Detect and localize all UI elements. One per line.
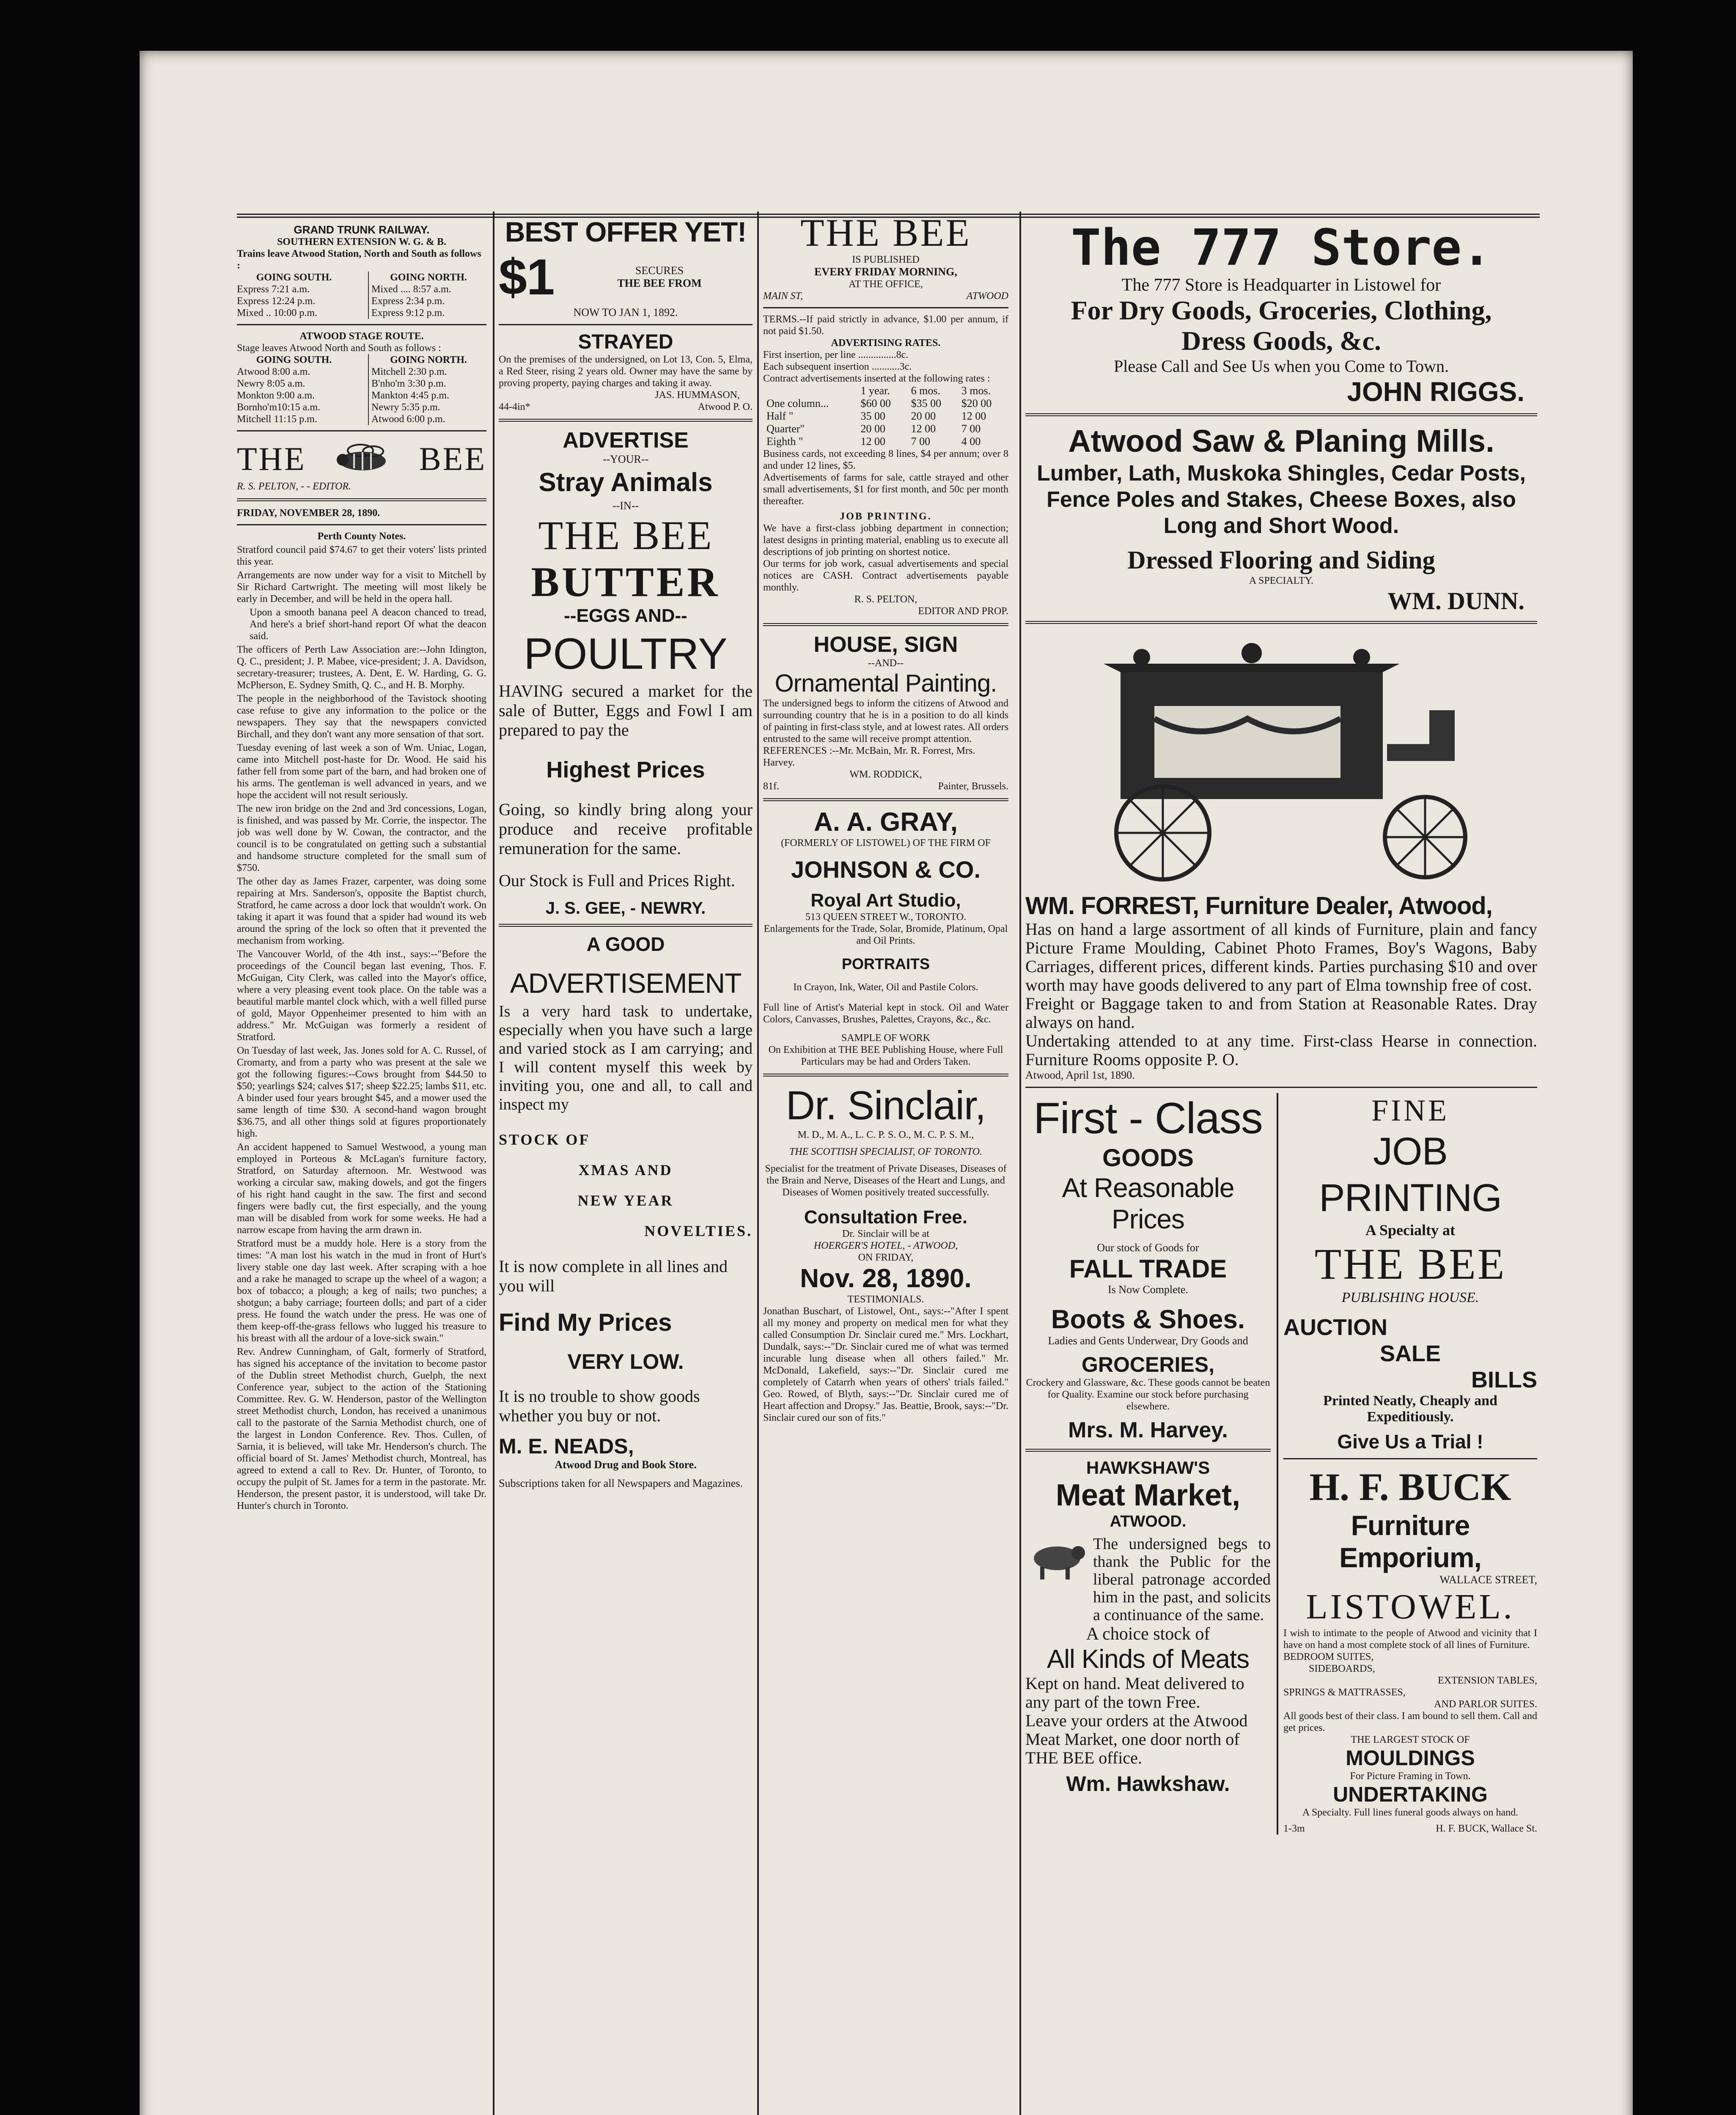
boots-shoes: Boots & Shoes.: [1051, 1305, 1245, 1334]
publishing-house: PUBLISHING HOUSE.: [1341, 1290, 1479, 1305]
note-11: Stratford must be a muddy hole. Here is a story from the times: "A man lost his watch in the mud in front of Hurt's livery stable one day last week. After scraping with a hoe and a rake he managed to scrape up the wheel of a wagon; a box of tobacco; a plough; a keg of nails; two punches; a shotgun; a baby carriage; fourteen dolls; and part of a cider press. He found the watch under the press. He was one of them keep-off-the-grass fellows who lugged his treasure to his breast with all the ardour of a love-sick swain.": [237, 1238, 486, 1344]
job-body-1: We have a first-class jobbing department in connection; latest designs in printing material, enabling us to execute all descriptions of job printing on shortest notice.: [763, 523, 1008, 558]
published: IS PUBLISHED: [852, 254, 920, 265]
note-1: Stratford council paid $74.67 to get their voters' lists printed this year.: [237, 544, 486, 567]
rate-cell: One column...: [766, 397, 829, 409]
railway-timetable: [237, 272, 486, 319]
house-and: --AND--: [868, 658, 904, 669]
note-8: The Vancouver World, of the 4th inst., says:--"Before the proceedings of the Council began last evening, Thos. F. McGuigan, City Clerk, was called into the Mayor's office, where a very pleasing event took place. On the table was a beautiful marble mantel clock which, with a well filled purse of gold, Mayor Oppenheimer presented to him with an address." Mr. McGuigan was formerly a resident of Stratford.: [237, 949, 486, 1043]
underwear: Ladies and Gents Underwear, Dry Goods and: [1048, 1335, 1248, 1347]
studio-address: 513 QUEEN STREET W., TORONTO.: [805, 912, 967, 923]
testimonials-heading: TESTIMONIALS.: [847, 1294, 924, 1305]
masthead-bee: BEE: [419, 440, 486, 477]
listowel-title: LISTOWEL.: [1306, 1587, 1515, 1626]
springs: SPRINGS & MATTRASSES,: [1283, 1687, 1406, 1698]
stage-north-3: Mankton 4:45 p.m.: [371, 390, 449, 401]
hawkshaw-atwood: ATWOOD.: [1110, 1513, 1187, 1530]
stage-north-label: GOING NORTH.: [390, 354, 467, 365]
house-sign-title: HOUSE, SIGN: [813, 632, 958, 657]
each-insertion: Each subsequent insertion ...........3c.: [763, 361, 912, 372]
emporium-title: Furniture Emporium,: [1339, 1510, 1481, 1573]
forrest-undertaking: Undertaking attended to at any time. First-class Hearse in connection. Furniture Rooms opposite P. O.: [1025, 1031, 1537, 1069]
ornamental-title: Ornamental Painting.: [775, 670, 997, 697]
buck-column: [1277, 1093, 1537, 1835]
stage-north-4: Newry 5:35 p.m.: [371, 402, 440, 413]
job-printing-title: JOB PRINTING.: [840, 511, 932, 522]
advertise-heading: ADVERTISE: [563, 428, 689, 453]
reasonable-prices: At Reasonable Prices: [1062, 1173, 1234, 1234]
trouble-body: It is no trouble to show goods whether you buy or not.: [499, 1387, 700, 1425]
rates-head-2: 6 mos.: [911, 385, 940, 397]
butter-body: HAVING secured a market for the sale of Butter, Eggs and Fowl I am prepared to pay the: [499, 681, 753, 739]
forrest-body: Has on hand a large assortment of all kinds of Furniture, plain and fancy Picture Frame Moulding, Cabinet Photo Frames, Boy's Wagons, Baby Carriages, different prices, different kinds. Parties purchasing $10 and over worth may have goods delivered to any part of Elma township free of cost.: [1025, 920, 1537, 994]
goods-best: All goods best of their class. I am bound to sell them. Call and get prices.: [1283, 1711, 1537, 1733]
rr-north-1: Mixed .... 8:57 a.m.: [371, 284, 451, 295]
table-row: [763, 410, 1008, 423]
advertise-your: --YOUR--: [602, 453, 649, 465]
railway-intro: Trains leave Atwood Station, North and South as follows :: [237, 248, 481, 271]
consultation-free: Consultation Free.: [804, 1207, 968, 1228]
rate-cell: 35 00: [860, 410, 885, 422]
business-cards: Business cards, not exceeding 8 lines, $4 per annum; over 8 and under 12 lines, $5.: [763, 448, 1008, 471]
forrest-title: WM. FORREST, Furniture Dealer, Atwood,: [1025, 892, 1492, 920]
roddick-sign: WM. RODDICK,: [849, 769, 922, 780]
note-6: The new iron bridge on the 2nd and 3rd concessions, Logan, is finished, and was passed by Mr. Corrie, the inspector. The job was well done by W. Cowan, the contractor, and the council is to be congratulated on getting such a substantial and handsome structure completed for the small sum of $750.: [237, 803, 486, 873]
farms-note: Advertisements of farms for sale, cattle strayed and other small advertisements, $1 for first month, and 50c per month thereafter.: [763, 472, 1008, 507]
meat-market: Meat Market,: [1055, 1478, 1241, 1512]
framing: For Picture Framing in Town.: [1350, 1771, 1471, 1782]
visit-date: Nov. 28, 1890.: [800, 1264, 972, 1293]
sale-label: SALE: [1379, 1341, 1441, 1366]
offer-until: NOW TO JAN 1, 1892.: [573, 306, 678, 319]
fall-trade: FALL TRADE: [1069, 1255, 1227, 1283]
rr-south-2: Express 12:24 p.m.: [237, 296, 316, 307]
roddick-sub: Painter, Brussels.: [938, 781, 1008, 792]
enlargements: Enlargements for the Trade, Solar, Bromide, Platinum, Opal and Oil Prints.: [764, 923, 1008, 946]
printed-neatly: Printed Neatly, Cheaply and Expeditiously.: [1323, 1393, 1497, 1425]
rate-cell: $35 00: [911, 397, 942, 409]
bee-icon: [331, 442, 394, 476]
strayed-body: On the premises of the undersigned, on Lot 13, Con. 5, Elma, a Red Steer, rising 2 years old. Owner may have the same by proving property, paying charges and taking it away.: [499, 354, 753, 389]
first-class-goods: GOODS: [1102, 1144, 1194, 1172]
stage-south-2: Newry 8:05 a.m.: [237, 378, 305, 389]
job-printing-heading: JOB PRINTING: [1319, 1130, 1502, 1220]
note-2: Arrangements are now under way for a visit to Mitchell by Sir Richard Cartwright. The meeting will most likely be early in December, and will be held in the opera hall.: [237, 570, 486, 604]
note-10: An accident happened to Samuel Westwood, a young man employed in Porteous & McLagan's furniture factory, Stratford, on Saturday afternoon. Mr. Westwood was working a circular saw, making dowels, and got the fingers of his right hand caught in the saw. The first and second fingers were badly cut, the first especially, and the young man will be disabled from work for some weeks. He had a narrow escape from having the arm drawn in.: [237, 1142, 486, 1236]
specialty-at: A Specialty at: [1365, 1222, 1455, 1239]
rate-cell: 12 00: [911, 423, 936, 435]
forrest-freight: Freight or Baggage taken to and from Station at Reasonable Rates. Dray always on hand.: [1025, 994, 1537, 1032]
sinclair-degrees: M. D., M. A., L. C. P. S. O., M. C. P. S. M.,: [797, 1129, 974, 1140]
highest-prices: Highest Prices: [546, 757, 705, 783]
hearse-icon: [1057, 634, 1505, 888]
column-4: [1019, 212, 1537, 2115]
terms: TERMS.--If paid strictly in advance, $1.00 per annum, if not paid $1.50.: [763, 314, 1008, 337]
hawkshaw-body: The undersigned begs to thank the Public for the liberal patronage accorded him in the past, and solicits a continuance of the same.: [1093, 1535, 1271, 1624]
mills-title: Atwood Saw & Planing Mills.: [1068, 423, 1494, 459]
contract-note: Contract advertisements inserted at the following rates :: [763, 373, 990, 384]
rate-cell: 7 00: [961, 423, 981, 435]
editor-line: R. S. PELTON, - - EDITOR.: [237, 481, 351, 492]
stage-intro: Stage leaves Atwood North and South as follows :: [237, 343, 441, 354]
hard-task-body: Is a very hard task to undertake, especially when you have such a large and varied stock as I am carrying; and I will content myself this week by inviting you, one and all, to call and inspect my: [499, 1003, 753, 1113]
testimonials-body: Jonathan Buschart, of Listowel, Ont., says:--"After I spent all my money and property on medical men for what they called Consumption Dr. Sinclair cured me." Mrs. Lockhart, Dundalk, says:--"Dr. Sinclair cured me of what was termed incurable lung disease when all others failed." Mr. McDonald, Lakefield, says:--"Dr. Sinclair cured me completely of Catarrh when years of others' trials failed." Geo. Rowed, of Blyth, says:--"Dr. Sinclair cured me of Heart affection and Dropsy." Jas. Beattie, Brook, says:--"Dr. Sinclair cured our son of fits.": [763, 1306, 1008, 1423]
column-3: [757, 212, 1008, 2115]
first-class-title: First - Class: [1033, 1094, 1263, 1143]
rr-south-3: Mixed .. 10:00 p.m.: [237, 308, 317, 319]
butter-heading: BUTTER: [531, 558, 720, 605]
railway-title: GRAND TRUNK RAILWAY.: [294, 223, 430, 236]
mouldings: MOULDINGS: [1346, 1746, 1475, 1770]
xmas-and: XMAS AND: [578, 1162, 673, 1178]
house-refs: REFERENCES :--Mr. McBain, Mr. R. Forrest, Mrs. Harvey.: [763, 745, 975, 768]
rate-cell: 12 00: [961, 410, 986, 422]
parlor-suites: AND PARLOR SUITES.: [1434, 1699, 1537, 1710]
good-heading: A GOOD: [586, 933, 665, 955]
stage-south-5: Mitchell 11:15 p.m.: [237, 414, 317, 425]
advertisement-heading: ADVERTISEMENT: [510, 967, 742, 999]
harvey-hawkshaw-column: [1025, 1093, 1271, 1835]
give-trial: Give Us a Trial !: [1337, 1431, 1483, 1453]
pelton-sign: R. S. PELTON,: [854, 594, 917, 605]
note-5: Tuesday evening of last week a son of Wm. Uniac, Logan, came into Mitchell post-haste for Dr. Wood. He said his father fell from some part of the barn, and had broken one of his arms. The gentleman is well advanced in years, and we hope the accident will not result seriously.: [237, 742, 486, 801]
table-row: [763, 435, 1008, 448]
undertaking: UNDERTAKING: [1333, 1783, 1488, 1806]
rate-cell: Half ": [766, 410, 794, 422]
column-1: [237, 212, 486, 2115]
rate-cell: 12 00: [860, 435, 885, 448]
house-body: The undersigned begs to inform the citizens of Atwood and surrounding country that he is in a position to do all kinds of painting in first-class style, and at lowest rates. All orders entrusted to the same will receive prompt attention.: [763, 698, 1008, 744]
very-low: VERY LOW.: [567, 1350, 684, 1373]
rate-cell: 7 00: [911, 435, 931, 448]
atwood-label: ATWOOD: [966, 291, 1008, 302]
stray-animals: Stray Animals: [538, 468, 713, 497]
strayed-title: STRAYED: [578, 331, 673, 353]
stage-south-3: Monkton 9:00 a.m.: [237, 390, 315, 401]
gray-title: A. A. GRAY,: [814, 808, 958, 837]
rr-north-2: Express 2:34 p.m.: [371, 296, 445, 307]
neads-sign: M. E. NEADS,: [499, 1434, 634, 1458]
offer-block: [499, 248, 753, 306]
all-kinds-meats: All Kinds of Meats: [1047, 1645, 1250, 1674]
new-year: NEW YEAR: [577, 1192, 674, 1209]
note-7: The other day as James Frazer, carpenter, was doing some repairing at Mrs. Sanderson's, opposite the Baptist church, Stratford, he came across a door lock that wouldn't work. On taking it apart it was found that a spider had wound its web around the spring of the lock so often that it prevented the mechanism from working.: [237, 876, 486, 946]
sideboards: SIDEBOARDS,: [1309, 1663, 1375, 1674]
specialty-note: A SPECIALTY.: [1249, 575, 1314, 586]
store-777-title: The 777 Store.: [1071, 218, 1492, 277]
rr-north-3: Express 9:12 p.m.: [371, 308, 445, 319]
strayed-sign: JAS. HUMMASON,: [655, 390, 740, 401]
gray-formerly: (FORMERLY OF LISTOWEL) OF THE FIRM OF: [781, 838, 991, 849]
strayed-po: Atwood P. O.: [698, 401, 753, 412]
buck-title: H. F. BUCK: [1309, 1465, 1511, 1508]
offer-paper: THE BEE FROM: [617, 277, 702, 289]
on-friday: ON FRIDAY,: [858, 1252, 914, 1263]
stage-north-1: Mitchell 2:30 p.m.: [371, 366, 447, 377]
stage-title: ATWOOD STAGE ROUTE.: [299, 331, 424, 342]
offer-secures: SECURES: [635, 264, 684, 277]
advertise-in: --IN--: [612, 500, 639, 512]
buck-ref: 1-3m: [1283, 1823, 1305, 1834]
undertaking-body: A Specialty. Full lines funeral goods always on hand.: [1302, 1807, 1519, 1818]
main-street: MAIN ST,: [763, 291, 803, 302]
sinclair-title: Dr. Sinclair,: [786, 1083, 986, 1128]
riggs-sign: JOHN RIGGS.: [1347, 376, 1524, 407]
table-row: [763, 397, 1008, 410]
stage-north-2: B'nho'm 3:30 p.m.: [371, 378, 446, 389]
stock-for: Our stock of Goods for: [1097, 1242, 1199, 1254]
hawkshaw-title: HAWKSHAW'S: [1086, 1458, 1210, 1478]
royal-studio: Royal Art Studio,: [810, 890, 961, 911]
advertise-bee: THE BEE: [538, 513, 713, 558]
complete-body: It is now complete in all lines and you will: [499, 1257, 728, 1295]
wallace-street: WALLACE STREET,: [1439, 1574, 1537, 1586]
stage-timetable: [237, 354, 486, 425]
now-complete: Is Now Complete.: [1108, 1283, 1188, 1296]
table-row: [763, 423, 1008, 435]
column-2: [493, 212, 753, 2115]
at-office: AT THE OFFICE,: [849, 279, 923, 290]
notes-body: [237, 544, 486, 1512]
bottom-split: [1025, 1093, 1537, 1835]
mills-lumber: Lumber, Lath, Muskoka Shingles, Cedar Posts, Fence Poles and Stakes, Cheese Boxes, also Long and Short Wood.: [1037, 461, 1526, 538]
pelton-sub: EDITOR AND PROP.: [918, 606, 1008, 617]
rates-title: ADVERTISING RATES.: [831, 338, 941, 349]
note-poem: Upon a smooth banana peel A deacon chanced to tread, And here's a brief short-hand report Of what the deacon said.: [250, 607, 486, 642]
exhibit-note: On Exhibition at THE BEE Publishing House, where Full Particulars may be had and Orders Taken.: [768, 1044, 1003, 1067]
going-body: Going, so kindly bring along your produce and receive profitable remuneration for the same.: [499, 800, 753, 858]
bedroom-suites: BEDROOM SUITES,: [1283, 1651, 1374, 1662]
rate-cell: $60 00: [860, 397, 891, 409]
rates-head-0: [763, 385, 857, 397]
extension-tables: EXTENSION TABLES,: [1438, 1675, 1537, 1686]
masthead: [237, 440, 486, 478]
rates-table: [763, 385, 1008, 448]
note-9: On Tuesday of last week, Jas. Jones sold for A. C. Russel, of Cromarty, and from a party who was present at the sale we got the following figures:--Cows brought from $44.50 to $50; yearlings $24; calves $17; sheep $22.25; lambs $11, etc. A binder used four years brought $45, and a mower used the same length of time $30. A second-hand wagon brought $36.75, and all other things sold at figures proportionately high.: [237, 1045, 486, 1139]
masthead-the: THE: [237, 440, 306, 477]
forrest-date: Atwood, April 1st, 1890.: [1025, 1069, 1135, 1081]
store-line-4: Please Call and See Us when you Come to Town.: [1114, 357, 1449, 376]
groceries: GROCERIES,: [1082, 1353, 1214, 1376]
find-prices: Find My Prices: [499, 1309, 672, 1336]
gee-sign: J. S. GEE, - NEWRY.: [545, 899, 706, 917]
subscriptions: Subscriptions taken for all Newspapers and Magazines.: [499, 1477, 743, 1489]
sample-heading: SAMPLE OF WORK: [841, 1033, 931, 1044]
bee-house-title: THE BEE: [1314, 1240, 1506, 1288]
bee-title: THE BEE: [800, 212, 971, 254]
poultry-heading: POULTRY: [524, 629, 728, 678]
hearse-illustration: [1025, 630, 1537, 892]
notes-title: Perth County Notes.: [317, 531, 406, 542]
going-north-label: GOING NORTH.: [390, 272, 467, 283]
auction-label: AUCTION: [1283, 1315, 1387, 1340]
portraits-heading: PORTRAITS: [841, 955, 930, 972]
rates-head-1: 1 year.: [860, 385, 890, 397]
store-line-2: For Dry Goods, Groceries, Clothing,: [1071, 295, 1492, 325]
note-12: Rev. Andrew Cunningham, of Galt, formerly of Stratford, has signed his acceptance of the invitation to become pastor of the Dublin street Methodist church, Guelph, the next Conference year, subject to the action of the Stationing Committee. Rev. G. W. Henderson, pastor of the Wellington street Methodist church, London, has received a unanimous call to the pastorate of the Sarnia Methodist church, one of the largest in London Conference. Rev. Thos. Cullen, of Sarnia, it is believed, will take Mr. Henderson's church. The official board of St. James' Methodist church, Montreal, has agreed to extend a call to Rev. Dr. Hunter, of Toronto, to occupy the pulpit of St. James for a term in the pastorate. Mr. Henderson, the present pastor, it is understood, will take Dr. Hunter's church in Toronto.: [237, 1346, 486, 1511]
largest-stock: THE LARGEST STOCK OF: [1351, 1734, 1470, 1745]
note-3: The officers of Perth Law Association are:--John Idington, Q. C., president; J. P. Mabee, vice-president; J. A. Davidson, secretary-treasurer; trustees, A. Dent, E. W. Harding, G. G. McPherson, E. Sydney Smith, Q. C., and H. B. Morphy.: [237, 644, 486, 691]
railway-subtitle: SOUTHERN EXTENSION W. G. & B.: [277, 236, 447, 247]
dunn-sign: WM. DUNN.: [1387, 587, 1524, 615]
choice-stock: A choice stock of: [1086, 1624, 1210, 1644]
scottish-specialist: THE SCOTTISH SPECIALIST, OF TORONTO.: [789, 1146, 983, 1157]
full-line-note: Full line of Artist's Material kept in stock. Oil and Water Colors, Canvasses, Brushes, Palettes, Crayons, &c., &c.: [763, 1002, 1008, 1025]
crockery: Crockery and Glassware, &c. These goods cannot be beaten for Quality. Examine our stock before purchasing elsewhere.: [1026, 1377, 1270, 1412]
will-be-at: Dr. Sinclair will be at: [842, 1228, 929, 1239]
every-friday: EVERY FRIDAY MORNING,: [814, 266, 957, 278]
roddick-ref: 81f.: [763, 781, 779, 792]
kept-on-hand: Kept on hand. Meat delivered to any part of the town Free.: [1025, 1674, 1244, 1711]
johnson-title: JOHNSON & CO.: [791, 856, 981, 883]
stock-of: STOCK OF: [499, 1131, 591, 1148]
issue-date: FRIDAY, NOVEMBER 28, 1890.: [237, 508, 380, 519]
rate-cell: Quarter": [766, 423, 805, 435]
fine-heading: FINE: [1371, 1093, 1449, 1127]
stage-south-4: Bornho'm10:15 a.m.: [237, 402, 320, 413]
buck-footer: H. F. BUCK, Wallace St.: [1436, 1823, 1537, 1834]
hotel-line: HOERGER'S HOTEL, - ATWOOD,: [813, 1240, 958, 1251]
offer-title: BEST OFFER YET!: [505, 216, 747, 247]
store-line-3: Dress Goods, &c.: [1181, 326, 1381, 356]
rate-cell: 20 00: [860, 423, 885, 435]
cow-icon: [1025, 1535, 1089, 1582]
eggs-heading: --EGGS AND--: [564, 605, 687, 626]
stage-south-label: GOING SOUTH.: [256, 354, 332, 365]
stage-south-1: Atwood 8:00 a.m.: [237, 366, 310, 377]
rate-cell: 20 00: [911, 410, 936, 422]
store-line-1: The 777 Store is Headquarter in Listowel for: [1121, 275, 1441, 295]
buck-body: I wish to intimate to the people of Atwood and vicinity that I have on hand a most complete stock of all lines of Furniture.: [1283, 1628, 1537, 1651]
rate-cell: 4 00: [961, 435, 981, 448]
crayon-note: In Crayon, Ink, Water, Oil and Pastile Colors.: [793, 982, 978, 993]
first-insertion: First insertion, per line ...............8c.: [763, 349, 909, 360]
bills-label: BILLS: [1471, 1367, 1537, 1393]
note-4: The people in the neighborhood of the Tavistock shooting case refuse to give any information to the police or the newspapers. They say that the newspapers convicted Birchall, and they don't want any more sensation of that sort.: [237, 693, 486, 740]
strayed-ref: 44-4in*: [499, 401, 530, 412]
novelties: NOVELTIES.: [644, 1222, 753, 1239]
harvey-sign: Mrs. M. Harvey.: [1068, 1418, 1228, 1442]
neads-sub: Atwood Drug and Book Store.: [555, 1459, 697, 1471]
dressed-flooring: Dressed Flooring and Siding: [1127, 546, 1435, 574]
specialist-body: Specialist for the treatment of Private Diseases, Diseases of the Brain and Nerve, Diseases of the Heart and Lungs, and Diseases of Women positively treated successfully.: [765, 1163, 1007, 1198]
rates-head-3: 3 mos.: [961, 385, 991, 397]
offer-price: $1: [499, 249, 555, 305]
going-south-label: GOING SOUTH.: [256, 272, 332, 283]
stage-north-5: Atwood 6:00 p.m.: [371, 414, 445, 425]
leave-orders: Leave your orders at the Atwood Meat Market, one door north of THE BEE office.: [1025, 1711, 1248, 1767]
stock-full: Our Stock is Full and Prices Right.: [499, 871, 735, 890]
rate-cell: Eighth ": [766, 435, 803, 448]
job-body-2: Our terms for job work, casual advertisements and special notices are CASH. Contract advertisements payable monthly.: [763, 558, 1008, 593]
rr-south-1: Express 7:21 a.m.: [237, 284, 310, 295]
rate-cell: $20 00: [961, 397, 992, 409]
hawkshaw-sign: Wm. Hawkshaw.: [1066, 1772, 1230, 1796]
